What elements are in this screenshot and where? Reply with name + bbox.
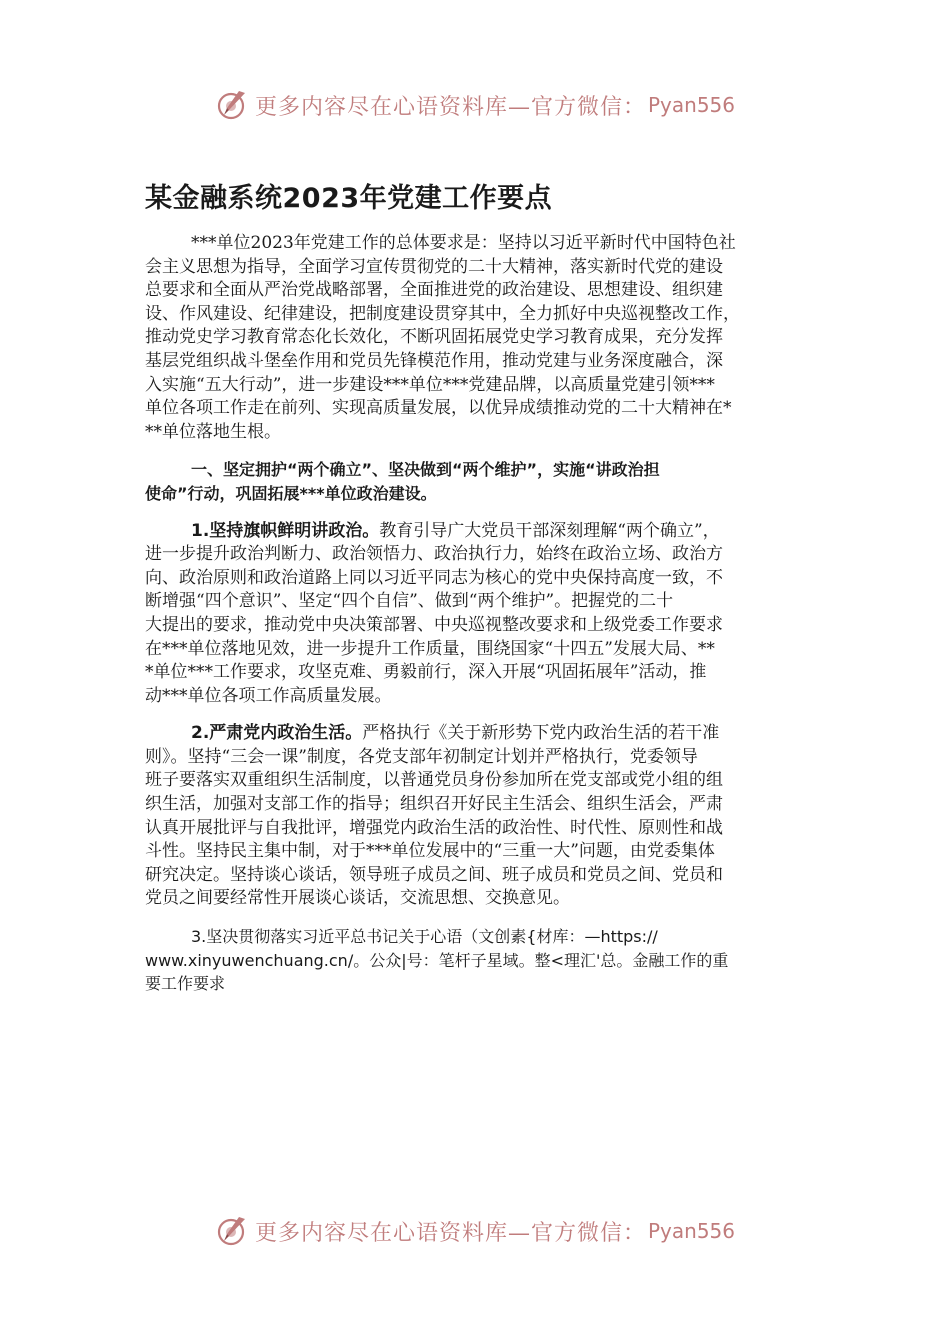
item-1-heading: 1.坚持旗帜鲜明讲政治。 xyxy=(191,520,380,541)
text-line: 会主义思想为指导，全面学习宣传贯彻党的二十大精神，落实新时代党的建设 xyxy=(145,256,723,277)
item-2-paragraph xyxy=(145,722,807,911)
watermark-text: 更多内容尽在心语资料库—官方微信： xyxy=(254,1220,646,1246)
text-line: 大提出的要求，推动党中央决策部署、中央巡视整改要求和上级党委工作要求 xyxy=(145,614,723,635)
text-line: ***单位2023年党建工作的总体要求是：坚持以习近平新时代中国特色社 xyxy=(191,233,736,253)
text-line: 织生活，加强对支部工作的指导；组织召开好民主生活会、组织生活会，严肃 xyxy=(145,794,723,815)
item-1-first-line: 教育引导广大党员干部深刻理解“两个确立”， xyxy=(379,520,720,541)
item-1-paragraph xyxy=(145,520,807,709)
text-line: 基层党组织战斗堡垒作用和党员先锋模范作用，推动党建与业务深度融合，深 xyxy=(145,350,723,371)
text-line: 进一步提升政治判断力、政治领悟力、政治执行力，始终在政治立场、政治方 xyxy=(145,544,723,565)
text-line: **单位落地生根。 xyxy=(145,421,281,442)
watermark-id: Pyan556 xyxy=(648,1219,736,1243)
watermark-id: Pyan556 xyxy=(648,93,736,117)
text-line: 在***单位落地见效，进一步提升工作质量，围绕国家“十四五”发展大局、** xyxy=(145,638,715,659)
text-line: 入实施“五大行动”，进一步建设***单位***党建品牌，以高质量党建引领*** xyxy=(145,374,715,395)
text-line: 研究决定。坚持谈心谈话，领导班子成员之间、班子成员和党员之间、党员和 xyxy=(145,864,723,885)
quill-logo-icon xyxy=(215,88,249,122)
watermark-banner-top xyxy=(0,82,950,128)
text-line: 3.坚决贯彻落实习近平总书记关于心语（文创素{材库：—https:// xyxy=(191,927,658,947)
item-2-heading: 2.严肃党内政治生活。 xyxy=(191,723,363,744)
text-line: www.xinyuwenchuang.cn/。公众|号：笔杆子星域。整<理汇'总。金融工作的重 xyxy=(145,950,729,970)
text-line: 认真开展批评与自我批评，增强党内政治生活的政治性、时代性、原则性和战 xyxy=(145,817,723,838)
section-heading-1 xyxy=(145,458,807,505)
item-3-paragraph xyxy=(145,925,807,996)
intro-paragraph xyxy=(145,232,807,444)
text-line: 要工作要求 xyxy=(145,974,226,994)
text-line xyxy=(145,520,807,544)
heading-line: 一、坚定拥护“两个确立”、坚决做到“两个维护”，实施“讲政治担 xyxy=(191,460,660,480)
text-line: 设、作风建设、纪律建设，把制度建设贯穿其中，全力抓好中央巡视整改工作， xyxy=(145,303,740,324)
text-line: 向、政治原则和政治道路上同以习近平同志为核心的党中央保持高度一致，不 xyxy=(145,567,723,588)
text-line: 则》。坚持“三会一课”制度，各党支部年初制定计划并严格执行，党委领导 xyxy=(145,746,698,767)
text-line: 断增强“四个意识”、坚定“四个自信”、做到“两个维护”。把握党的二十 xyxy=(145,591,674,612)
document-body xyxy=(145,232,807,996)
text-line: 动***单位各项工作高质量发展。 xyxy=(145,685,392,706)
text-line: 推动党史学习教育常态化长效化，不断巩固拓展党史学习教育成果，充分发挥 xyxy=(145,327,723,348)
text-line: 班子要落实双重组织生活制度，以普通党员身份参加所在党支部或党小组的组 xyxy=(145,770,723,791)
quill-logo-icon xyxy=(215,1214,249,1248)
text-line: 斗性。坚持民主集中制，对于***单位发展中的“三重一大”问题，由党委集体 xyxy=(145,841,715,862)
text-line: 党员之间要经常性开展谈心谈话，交流思想、交换意见。 xyxy=(145,888,570,909)
text-line: 总要求和全面从严治党战略部署，全面推进党的政治建设、思想建设、组织建 xyxy=(145,280,723,301)
document-title: 某金融系统2023年党建工作要点 xyxy=(145,183,553,214)
item-2-first-line: 严格执行《关于新形势下党内政治生活的若干准 xyxy=(362,723,720,744)
text-line: 单位各项工作走在前列、实现高质量发展，以优异成绩推动党的二十大精神在* xyxy=(145,398,732,419)
watermark-banner-bottom xyxy=(0,1208,950,1254)
text-line: *单位***工作要求，攻坚克难、勇毅前行，深入开展“巩固拓展年”活动，推 xyxy=(145,662,707,683)
text-line xyxy=(145,722,807,746)
heading-line: 使命”行动，巩固拓展***单位政治建设。 xyxy=(145,483,437,503)
watermark-text: 更多内容尽在心语资料库—官方微信： xyxy=(254,94,646,120)
